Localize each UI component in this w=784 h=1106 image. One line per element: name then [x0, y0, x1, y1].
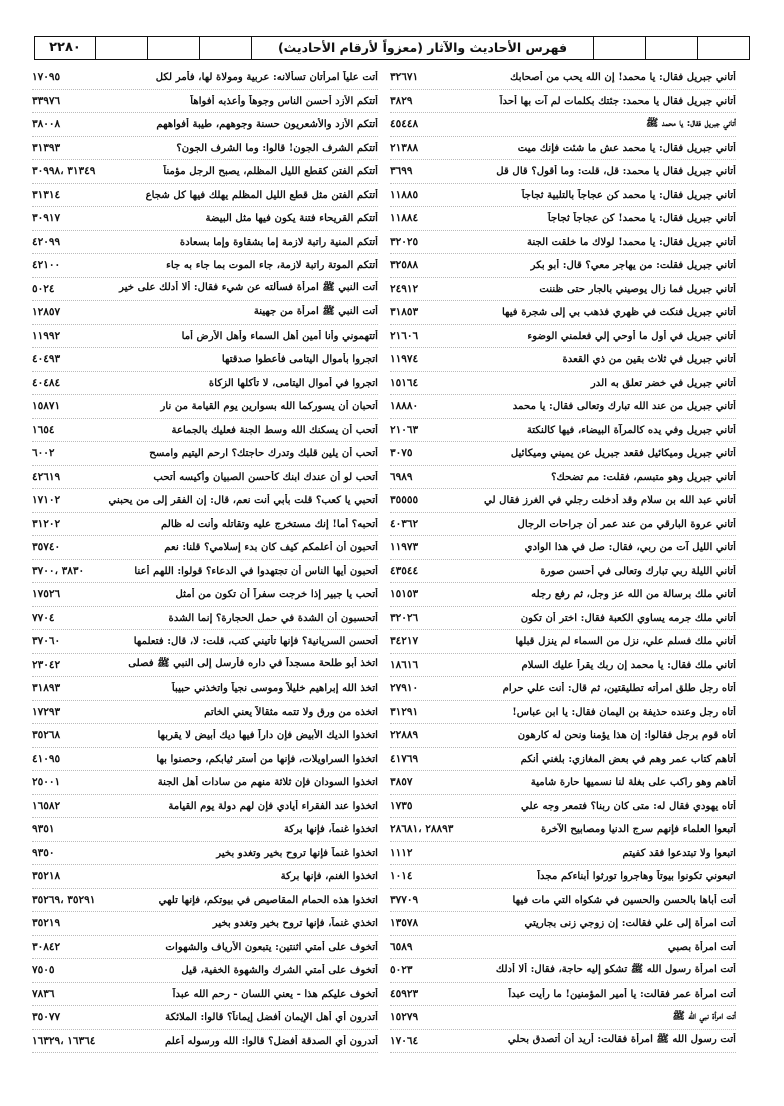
index-entry: [32, 607, 378, 631]
index-entry: [390, 560, 736, 584]
index-entry: [32, 442, 378, 466]
entry-number: ٣٢٠٢٥: [390, 235, 419, 248]
entry-text: اتخذوا الغنم، فإنها بركة: [280, 870, 378, 883]
entry-number: ٢١٦٠٦: [390, 329, 419, 342]
entry-number: ٣٠٩١٧: [32, 212, 61, 225]
entry-number: ٦٥٨٩: [390, 940, 413, 953]
entry-text: أتحب أن يلين قلبك وتدرك حاجتك؟ ارحم اليتيم وامسح: [149, 447, 378, 460]
entry-text: أتتهموني وأنا أمين أهل السماء وأهل الأرض أما: [181, 329, 378, 342]
entry-text: أتت امرأة إلى علي فقالت: إن زوجي زنى بجاريتي: [524, 917, 736, 930]
index-entry: [390, 1006, 736, 1030]
index-entry: [32, 560, 378, 584]
index-entry: [390, 771, 736, 795]
entry-text: أتت امرأة عمر فقالت: يا أمير المؤمنين! ما رأيت عبداً: [508, 987, 736, 1000]
entry-number: ٤٥٤٤٨: [390, 118, 419, 131]
entry-number: ٢٢٨٨٩: [390, 729, 419, 742]
index-entry: [32, 325, 378, 349]
entry-text: اتخذ الله إبراهيم خليلاً وموسى نجياً واتخذني حبيباً: [171, 682, 378, 695]
entry-number: ٣٣٩٧٦: [32, 94, 61, 107]
entry-number: ٤٥٩٢٣: [390, 987, 419, 1000]
index-entry: [390, 160, 736, 184]
entry-number: ١٧٠٩٥: [32, 71, 61, 84]
index-entry: [32, 278, 378, 302]
index-entry: [390, 325, 736, 349]
entry-text: أتدرون أي أهل الإيمان أفضل إيماناً؟ قالوا: الملائكة: [165, 1011, 378, 1024]
entry-text: أتت امرأة رسول الله ﷺ تشكو إليه حاجة، فقال: ألا أدلك: [495, 962, 736, 975]
entry-number: ٣١٣٩٣: [32, 141, 61, 154]
entry-text: اتخذي غنماً، فإنها تروح بخير وتغدو بخير: [212, 917, 378, 930]
index-entry: [390, 66, 736, 90]
index-entry: [390, 395, 736, 419]
entry-text: أتاني ملك برسالة من الله عز وجل، ثم رفع رجله: [531, 588, 736, 601]
entry-text: أتاني جبريل وهو متبسم، فقلت: مم تضحك؟: [551, 470, 736, 483]
entry-number: ٣٢٠٢٦: [390, 611, 419, 624]
index-entry: [32, 395, 378, 419]
entry-text: أتحسبون أن الشدة في حمل الحجارة؟ إنما الشدة: [168, 611, 378, 624]
entry-text: أتاني جبريل من عند الله تبارك وتعالى فقال: يا محمد: [512, 400, 736, 413]
entry-number: ١٥١٦٤: [390, 376, 419, 389]
entry-text: أتخوف على أمتي اثنتين: يتبعون الأرياف والشهوات: [165, 940, 378, 953]
index-entry: [390, 724, 736, 748]
index-entry: [32, 301, 378, 325]
entry-number: ٤٠٤٨٤: [32, 376, 61, 389]
entry-text: أتتكم الأزد والأشعريون حسنة وجوههم، طيبة أفواههم: [156, 118, 378, 131]
index-entry: [32, 959, 378, 983]
entry-text: اتخذوا السراويلات، فإنها من أستر ثيابكم، وحصنوا بها: [156, 752, 378, 765]
entry-number: ٣٨٢٩: [390, 94, 413, 107]
index-entry: [32, 889, 378, 913]
entry-text: أتت رسول الله ﷺ امرأة فقالت: أريد أن أتصدق بحلي: [507, 1033, 736, 1046]
index-entry: [32, 677, 378, 701]
entry-text: أتحبون أن أعلمكم كيف كان بدء إسلامي؟ قلنا: نعم: [164, 541, 378, 554]
header-blank-cell: [697, 37, 749, 59]
index-entry: [32, 513, 378, 537]
index-entry: [390, 630, 736, 654]
entry-text: أتتكم القريحاء فتنة يكون فيها مثل البيضة: [205, 212, 378, 225]
index-entry: [390, 795, 736, 819]
index-entry: [32, 90, 378, 114]
entry-number: ٤١٠٩٥: [32, 752, 61, 765]
index-entry: [32, 583, 378, 607]
entry-text: أتاني عبد الله بن سلام وقد أدخلت رجلي في الغرز فقال لي: [483, 494, 736, 507]
entry-number: ١١٨٨٤: [390, 212, 419, 225]
index-entry: [390, 912, 736, 936]
index-entry: [32, 1006, 378, 1030]
entry-number: ٣١٨٥٣: [390, 306, 419, 319]
entry-text: أتخوف على أمتي الشرك والشهوة الخفية، قيل: [181, 964, 378, 977]
index-entry: [32, 795, 378, 819]
entry-text: أتاه رجل طلق امرأته تطليقتين، ثم قال: أنت علي حرام: [502, 682, 736, 695]
entry-number: ٤٠٣٦٢: [390, 517, 419, 530]
entry-number: ٩٣٥٠: [32, 846, 55, 859]
index-entry: [32, 818, 378, 842]
entry-text: أتاه يهودي فقال له: متى كان ربنا؟ فتمعر وجه علي: [521, 799, 736, 812]
entry-text: أتاني جبريل فقال: يا محمد ﷺ: [646, 116, 736, 129]
entry-number: ٤٢١٠٠: [32, 259, 61, 272]
entry-text: أتت أباها بالحسن والحسين في شكواه التي مات فيها: [512, 893, 736, 906]
index-entry: [390, 348, 736, 372]
entry-number: ١٧١٠٢: [32, 494, 61, 507]
index-entry: [390, 701, 736, 725]
entry-text: أتبعوا العلماء فإنهم سرج الدنيا ومصابيح الآخرة: [540, 823, 736, 836]
entry-number: ١٧٢٩٣: [32, 705, 61, 718]
entry-number: ٣١٣٤٩ ،٣٠٩٩٨: [32, 165, 96, 178]
entry-text: أتاني جبريل فقال: يا محمد! إن الله يحب من أصحابك: [510, 71, 736, 84]
entry-number: ٣٨٥٧: [390, 776, 413, 789]
index-entry: [390, 513, 736, 537]
header-blank-cell: [199, 37, 251, 59]
entry-text: أتتكم الفتن كقطع الليل المظلم، يصبح الرجل مؤمناً: [163, 165, 378, 178]
entry-number: ٢٧٩١٠: [390, 682, 419, 695]
entry-text: أتحب يا جبير إذا خرجت سفراً أن تكون من أمثل: [175, 588, 378, 601]
entry-text: اتجروا بأموال اليتامى فأعطوا صدقتها: [221, 353, 378, 366]
index-entry: [390, 466, 736, 490]
entry-text: أتحب لو أن عندك ابنك كأحسن الصبيان وأكيسه أتحب: [153, 470, 378, 483]
entry-number: ١١٨٨٥: [390, 188, 419, 201]
index-entry: [390, 748, 736, 772]
entry-text: أتت امرأة بصبي: [667, 940, 736, 953]
entry-number: ٩٣٥١: [32, 823, 55, 836]
entry-text: أتاني جبريل فقال: يا محمد عش ما شئت فإنك ميت: [517, 141, 736, 154]
entry-text: اتجروا في أموال اليتامى، لا تأكلها الزكاة: [208, 376, 378, 389]
entry-text: اتبعوا ولا تبتدعوا فقد كفيتم: [622, 846, 736, 859]
entry-number: ٣٠٨٤٢: [32, 940, 61, 953]
index-entry: [390, 231, 736, 255]
entry-number: ٣٥٢٦٨: [32, 729, 61, 742]
entry-number: ٤٢٦١٩: [32, 470, 61, 483]
entry-number: ٣١٢٠٢: [32, 517, 61, 530]
entry-text: اتخذوا غنماً فإنها تروح بخير وتغدو بخير: [216, 846, 378, 859]
entry-text: أتاني جبريل وميكائيل فقعد جبريل عن يميني وميكائيل: [510, 447, 736, 460]
entry-number: ١٠١٤: [390, 870, 413, 883]
index-entry: [390, 207, 736, 231]
index-column-left: [32, 66, 378, 1053]
header-blank-cell: [95, 37, 147, 59]
entry-text: أتت امرأة نبي الله ﷺ: [672, 1009, 736, 1022]
entry-text: أتتكم الفتن مثل قطع الليل المظلم يهلك فيها كل شجاع: [145, 188, 378, 201]
entry-number: ٥٠٢٣: [390, 964, 413, 977]
index-entry: [32, 842, 378, 866]
index-entry: [390, 536, 736, 560]
entry-text: اتخذوا عند الفقراء أيادي فإن لهم دولة يوم القيامة: [168, 799, 378, 812]
entry-number: ٣٨٠٠٨: [32, 118, 61, 131]
index-entry: [32, 536, 378, 560]
index-entry: [32, 630, 378, 654]
entry-text: أتحبون أيها الناس أن تجتهدوا في الدعاء؟ قولوا: اللهم أعنا: [134, 564, 378, 577]
entry-number: ٣٥٧٤٠: [32, 541, 61, 554]
entry-number: ٢٤٩١٢: [390, 282, 419, 295]
entry-text: أتاني جبريل فنكت في ظهري فذهب بي إلى شجرة فيها: [501, 306, 736, 319]
entry-number: ١٦٣٦٤ ،١٦٣٢٩: [32, 1034, 96, 1047]
entry-number: ٢٨٨٩٣ ،٢٨٦٨١: [390, 823, 454, 836]
index-entry: [390, 184, 736, 208]
entry-number: ٧٧٠٤: [32, 611, 55, 624]
index-entry: [390, 842, 736, 866]
entry-text: أتاه قوم برجل فقالوا: إن هذا يؤمنا ونحن له كارهون: [517, 729, 736, 742]
entry-text: اتخذوا غنماً، فإنها بركة: [283, 823, 378, 836]
entry-text: أتاني جبريل في أول ما أوحي إلي فعلمني الوضوء: [527, 329, 736, 342]
entry-text: اتخذه من ورق ولا تتمه مثقالاً يعني الخاتم: [204, 705, 378, 718]
index-entry: [390, 278, 736, 302]
index-entry: [390, 372, 736, 396]
entry-number: ٤٢٠٩٩: [32, 235, 61, 248]
entry-number: ٣٥٢١٩: [32, 917, 61, 930]
index-entry: [390, 818, 736, 842]
entry-number: ٣٥٠٧٧: [32, 1011, 61, 1024]
index-entry: [32, 207, 378, 231]
index-entry: [390, 583, 736, 607]
entry-text: أتحب أن يسكنك الله وسط الجنة فعليك بالجماعة: [171, 423, 378, 436]
entry-number: ٣٠٧٥: [390, 447, 413, 460]
entry-text: أتتكم الأزد أحسن الناس وجوهاً وأعذبه أفواهاً: [190, 94, 378, 107]
entry-text: أتخوف عليكم هذا - يعني اللسان - رحم الله عبداً: [172, 987, 378, 1000]
entry-text: أتاني جبريل فقال يا محمد: قل، قلت: وما أقول؟ قال قل: [496, 165, 736, 178]
entry-number: ٢١٠٦٣: [390, 423, 419, 436]
index-entry: [390, 489, 736, 513]
entry-text: أتتكم الشرف الجون! قالوا: وما الشرف الجون؟: [176, 141, 378, 154]
entry-number: ٢١٣٨٨: [390, 141, 419, 154]
entry-text: أتاني جبريل فقال: يا محمد! كن عجاجاً ثجاجاً: [547, 212, 736, 225]
index-entry: [32, 348, 378, 372]
entry-number: ٢٣٠٤٢: [32, 658, 61, 671]
index-entry: [32, 724, 378, 748]
entry-number: ١١١٢: [390, 846, 413, 859]
index-entry: [390, 137, 736, 161]
entry-number: ٣٦٩٩: [390, 165, 413, 178]
entry-text: أتاهم كتاب عمر وهم في بعض المغازي: بلغني أنكم: [520, 752, 736, 765]
index-entry: [32, 113, 378, 137]
entry-number: ١٧٣٥: [390, 799, 413, 812]
index-entry: [390, 607, 736, 631]
index-entry: [390, 254, 736, 278]
entry-number: ٣٧٧٠٩: [390, 893, 419, 906]
entry-text: أتاني جبريل وفي يده كالمرآة البيضاء، فيها كالنكتة: [526, 423, 736, 436]
entry-text: أتاني جبريل فقال: يا محمد! لولاك ما خلقت الجنة: [527, 235, 736, 248]
entry-text: اتخذوا الديك الأبيض فإن داراً فيها ديك أبيض لا يقربها: [157, 729, 378, 742]
entry-number: ٤١٧٦٩: [390, 752, 419, 765]
entry-text: أتت النبي ﷺ امرأة فسألته عن شيء فقال: ألا أدلك على خير: [119, 281, 378, 294]
entry-text: أتاني جبريل في خضر تعلق به الدر: [590, 376, 736, 389]
index-entry: [390, 419, 736, 443]
entry-number: ٣٤٢١٧: [390, 635, 419, 648]
entry-text: أتاني جبريل فما زال يوصيني بالجار حتى ظننت: [539, 282, 736, 295]
index-entry: [32, 865, 378, 889]
index-entry: [390, 983, 736, 1007]
index-entry: [32, 1030, 378, 1054]
entry-text: اتخذ أبو طلحة مسجداً في داره فأرسل إلى النبي ﷺ فصلى: [128, 657, 378, 670]
index-entry: [32, 701, 378, 725]
entry-text: أتحبان أن يسوركما الله بسوارين يوم القيامة من نار: [160, 400, 378, 413]
entry-text: أتتكم المنية راتبة لازمة إما بشقاوة وإما بسعادة: [179, 235, 378, 248]
entry-number: ٣٢٦٧١: [390, 71, 419, 84]
index-entry: [390, 654, 736, 678]
entry-text: أتاني الليل آت من ربي، فقال: صل في هذا الوادي: [524, 541, 736, 554]
index-column-right: [390, 66, 736, 1053]
entry-number: ١٥٢٧٩: [390, 1011, 419, 1024]
index-entry: [32, 466, 378, 490]
entry-text: أتت علياً امرأتان تسألانه: عربية ومولاة لها، فأمر لكل: [155, 71, 378, 84]
index-entry: [32, 184, 378, 208]
entry-number: ١٦٥٨٢: [32, 799, 61, 812]
entry-number: ١١٩٩٢: [32, 329, 61, 342]
index-entry: [32, 912, 378, 936]
entry-number: ١٧٠٦٤: [390, 1034, 419, 1047]
entry-number: ٦٩٨٩: [390, 470, 413, 483]
entry-text: أتاني ملك فقال: يا محمد إن ربك يقرأ عليك السلام: [521, 658, 736, 671]
index-entry: [32, 936, 378, 960]
index-entry: [390, 301, 736, 325]
entry-number: ١٢٨٥٧: [32, 306, 61, 319]
entry-number: ٣١٢٩١: [390, 705, 419, 718]
entry-text: أتحبي يا كعب؟ قلت بأبي أنت نعم، قال: إن الفقر إلى من يحبني: [108, 494, 378, 507]
header-blank-cell: [147, 37, 199, 59]
index-entry: [390, 113, 736, 137]
index-entry: [390, 677, 736, 701]
index-entry: [32, 771, 378, 795]
index-entry: [32, 983, 378, 1007]
entry-number: ٥٠٢٤: [32, 282, 55, 295]
entry-text: أتاني جبريل فقال يا محمد: جئتك بكلمات لم آت بها أحداً: [499, 94, 736, 107]
entry-number: ٣٨٣٠ ،٣٧٠٠: [32, 564, 85, 577]
entry-number: ٢٥٠٠١: [32, 776, 61, 789]
entry-number: ٣١٨٩٣: [32, 682, 61, 695]
entry-text: أتاني ملك جرمه يساوي الكعبة فقال: اختر أن تكون: [520, 611, 736, 624]
entry-text: أتاني عروة البارقي من عند عمر أن جراحات الرجال: [517, 517, 736, 530]
index-entry: [390, 959, 736, 983]
entry-text: أتاني الليلة ربي تبارك وتعالى في أحسن صورة: [540, 564, 736, 577]
entry-text: أتتكم الموتة راتبة لازمة، جاء الموت بما جاء به جاء: [166, 259, 378, 272]
entry-number: ٣٥٥٥٥: [390, 494, 419, 507]
index-entry: [32, 419, 378, 443]
entry-number: ١٨٨٨٠: [390, 400, 419, 413]
entry-number: ١٨٦١٦: [390, 658, 419, 671]
entry-number: ١١٩٧٤: [390, 353, 419, 366]
entry-text: أتت النبي ﷺ امرأة من جهينة: [253, 304, 378, 317]
entry-text: أتاني ملك فسلم علي، نزل من السماء لم ينزل قبلها: [515, 635, 736, 648]
entry-text: أتاني جبريل في ثلاث بقين من ذي القعدة: [562, 353, 736, 366]
index-entry: [32, 160, 378, 184]
entry-text: أتاني جبريل فقلت: من يهاجر معي؟ قال: أبو بكر: [530, 259, 736, 272]
entry-number: ٦٠٠٢: [32, 447, 55, 460]
index-entry: [32, 231, 378, 255]
entry-number: ٧٨٣٦: [32, 987, 55, 1000]
index-entry: [390, 1030, 736, 1054]
entry-number: ٣٧٠٦٠: [32, 635, 61, 648]
header-blank-cell: [593, 37, 645, 59]
index-entry: [32, 372, 378, 396]
index-entry: [32, 748, 378, 772]
entry-text: أتحبه؟ أما! إنك مستخرج عليه وتقاتله وأنت له ظالم: [161, 517, 378, 530]
index-entry: [32, 66, 378, 90]
entry-number: ٣٥٢٩١ ،٣٥٢٦٩: [32, 893, 96, 906]
entry-text: اتخذوا السودان فإن ثلاثة منهم من سادات أهل الجنة: [157, 776, 378, 789]
entry-number: ٤٠٤٩٣: [32, 353, 61, 366]
entry-number: ٧٥٠٥: [32, 964, 55, 977]
entry-number: ١١٩٧٣: [390, 541, 419, 554]
entry-number: ٣٥٢١٨: [32, 870, 61, 883]
entry-number: ١٥٨٧١: [32, 400, 61, 413]
index-entry: [32, 254, 378, 278]
index-entry: [390, 90, 736, 114]
index-entry: [390, 936, 736, 960]
index-entry: [390, 442, 736, 466]
index-entry: [32, 489, 378, 513]
entry-text: أتحسن السريانية؟ فإنها تأتيني كتب، قلت: لا، قال: فتعلمها: [133, 635, 378, 648]
entry-number: ٣٢٥٨٨: [390, 259, 419, 272]
entry-text: أتاه رجل وعنده حذيفة بن اليمان فقال: يا ابن عباس!: [512, 705, 736, 718]
header-title: فهرس الأحاديث والآثار (معزواً لأرقام الأحاديث): [251, 37, 593, 59]
entry-text: اتبعوني تكونوا بيوتاً وهاجروا تورثوا أبناءكم مجداً: [537, 870, 736, 883]
entry-number: ١٧٥٢٦: [32, 588, 61, 601]
entry-text: اتخذوا هذه الحمام المقاصيص في بيوتكم، فإنها تلهي: [158, 893, 378, 906]
entry-text: أتاني جبريل فقال: يا محمد كن عجاجاً بالتلبية ثجاجاً: [521, 188, 736, 201]
page-number: ٢٢٨٠: [49, 40, 81, 55]
entry-number: ١٦٥٤: [32, 423, 55, 436]
header-blank-cell: [645, 37, 697, 59]
entry-number: ١٣٥٧٨: [390, 917, 419, 930]
index-entry: [32, 137, 378, 161]
index-entry: [390, 865, 736, 889]
index-entry: [390, 889, 736, 913]
entry-number: ٣١٣١٤: [32, 188, 61, 201]
entry-number: ١٥١٥٣: [390, 588, 419, 601]
entry-number: ٤٣٥٤٤: [390, 564, 419, 577]
index-entry: [32, 654, 378, 678]
entry-text: أتدرون أي الصدقة أفضل؟ قالوا: الله ورسوله أعلم: [164, 1034, 378, 1047]
page-header: [34, 36, 750, 60]
entry-text: أتاهم وهو راكب على بغلة لنا نسميها حارة شامية: [530, 776, 736, 789]
